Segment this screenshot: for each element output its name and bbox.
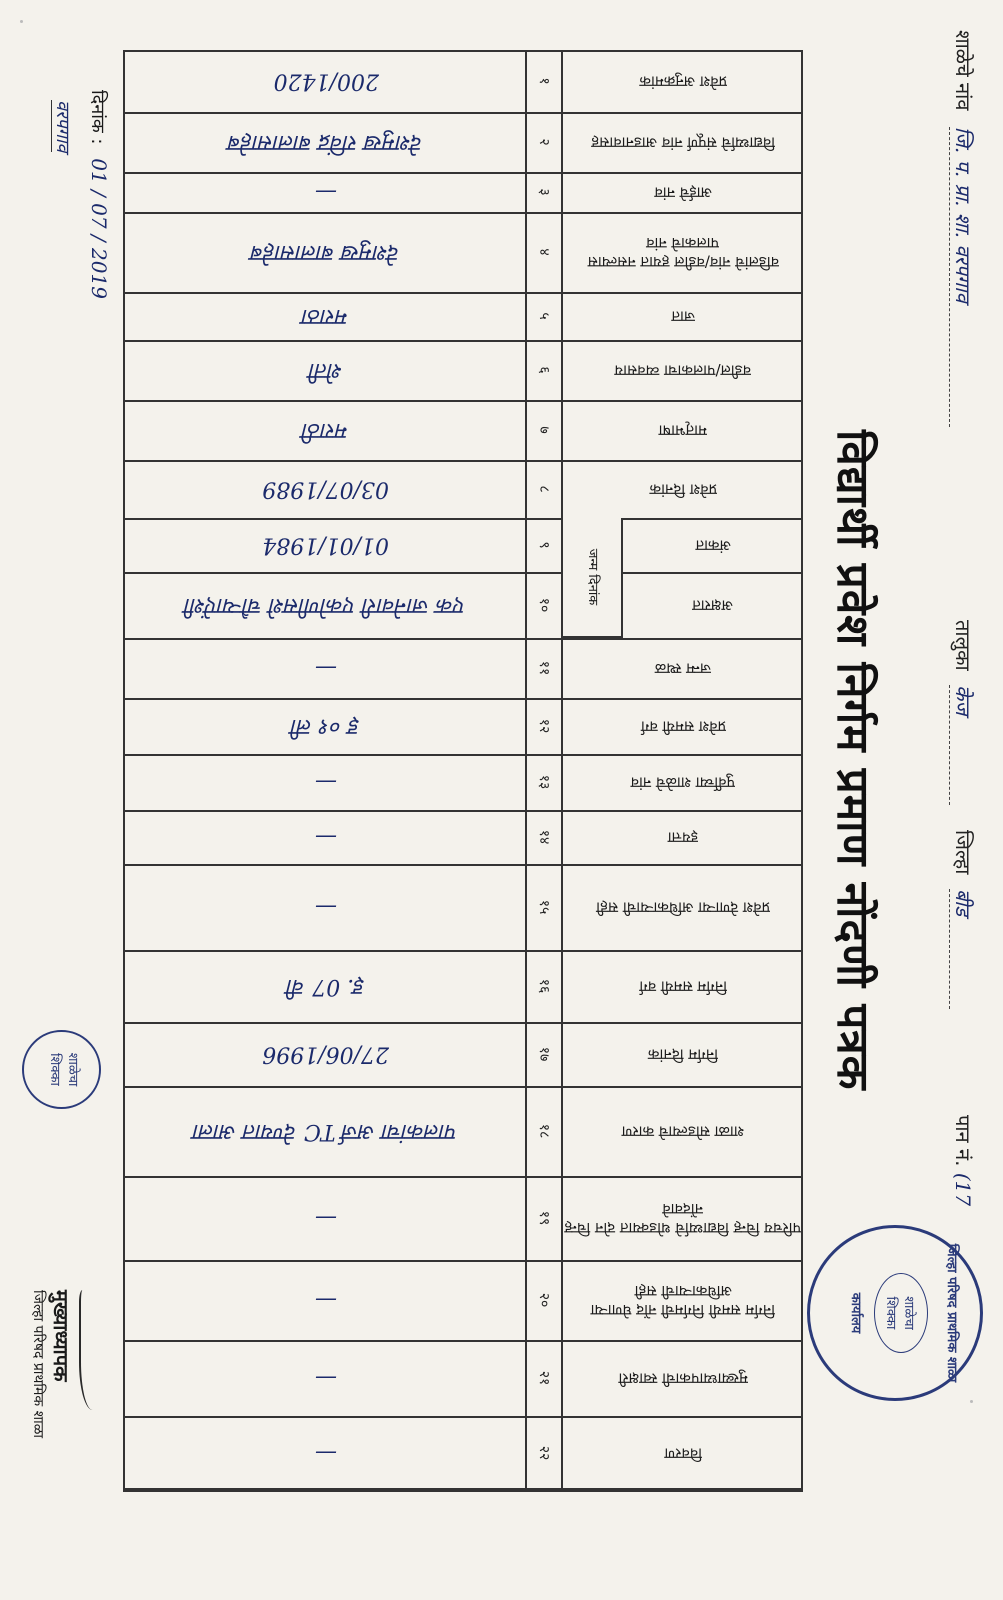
field-label: जन्म स्थळ <box>654 659 712 678</box>
round-stamp-inner-text: शाळेचा शिक्का <box>874 1273 928 1353</box>
field-label: पुर्वीच्या शाळेचे नांव <box>630 773 736 792</box>
field-value: — <box>315 894 337 920</box>
field-label: वडिलांचे नांव/वडील हयात नसल्यास पालकाचे नांव <box>587 234 779 271</box>
field-value: देशमुख रविंद्र बालासाहेब <box>228 130 424 155</box>
field-label: आईचे नांव <box>654 183 712 202</box>
school-name-value: जि. प. प्रा. शा. वरपगाव <box>951 126 975 303</box>
taluka-value: केज <box>951 685 975 716</box>
field-value: शेती <box>309 358 343 383</box>
round-stamp-box-text: कार्यालय <box>848 1292 863 1334</box>
field-number: ११ <box>525 638 563 698</box>
page-number-label: पान नं. <box>951 1115 975 1167</box>
field-number: १५ <box>525 864 563 950</box>
headmaster-school-name: जिल्हा परिषद प्राथमिक शाळा <box>30 1290 46 1438</box>
date-line <box>86 90 111 299</box>
school-seal <box>22 1030 101 1109</box>
place-line <box>51 100 75 152</box>
field-label: विद्यार्थ्याचे संपूर्ण नांव आडनावासह <box>591 133 775 152</box>
field-label: मातृभाषा <box>658 421 708 440</box>
field-number: २१ <box>525 1340 563 1416</box>
field-number: २० <box>525 1260 563 1340</box>
taluka-line <box>949 620 977 805</box>
field-label: अंकात <box>695 536 731 555</box>
field-value: — <box>315 769 337 795</box>
field-value: 03/07/1989 <box>262 476 390 502</box>
field-label: प्रवेश समयी वर्ग <box>640 717 726 736</box>
field-number: ५ <box>525 292 563 340</box>
field-value: मराठी <box>302 418 350 443</box>
field-value: इ. 07 वी <box>287 974 365 999</box>
field-value: इ ०१ ली <box>291 714 361 739</box>
field-label: इयत्ता <box>667 828 699 847</box>
field-number: ७ <box>525 400 563 460</box>
headmaster-title: मुख्याध्यापक <box>49 1290 73 1382</box>
field-number: ६ <box>525 340 563 400</box>
field-number: २ <box>525 112 563 172</box>
field-number: ९ <box>525 518 563 572</box>
field-value: — <box>315 824 337 850</box>
field-value: — <box>315 1440 337 1466</box>
place-value: वरपगाव <box>52 100 73 153</box>
field-label: अक्षरात <box>692 596 734 615</box>
field-label: परिचय चिन्ह विद्यार्थ्याचे थोडक्यात दोन चिन्ह नोंदवावे <box>564 1200 802 1237</box>
field-label: मुख्याध्यापकाची स्वाक्षरी <box>618 1369 748 1388</box>
field-number: १ <box>525 50 563 112</box>
date-value: 01 / 07 / 2019 <box>87 158 111 299</box>
field-value: मराठा <box>302 304 350 329</box>
grid-frame <box>123 50 803 1490</box>
form-title: विद्यार्थी प्रवेश निर्गम प्रमाण नोंदणी पत्रक <box>827 430 878 1091</box>
school-name-label: शाळेचे नांव <box>951 30 975 111</box>
field-number: २२ <box>525 1416 563 1490</box>
headmaster-signature-block <box>29 1290 113 1438</box>
field-label: प्रवेश देणाऱ्या अधिकाऱ्याची सही <box>596 898 770 917</box>
date-label: दिनांक : <box>87 90 108 145</box>
field-number: १२ <box>525 698 563 754</box>
birth-date-group-label: जन्म दिनांक <box>563 518 623 638</box>
field-value: — <box>315 1365 337 1391</box>
field-label: विवरण <box>664 1444 702 1463</box>
field-value: — <box>315 655 337 681</box>
field-label: निर्गम दिनांक <box>648 1045 718 1064</box>
field-label: वडील/पालकाचा व्यवसाय <box>614 361 752 380</box>
field-number: १८ <box>525 1086 563 1176</box>
field-value: 200/1420 <box>273 68 379 94</box>
field-value: पालकांचा अर्ज TC देण्यात आला <box>193 1119 459 1144</box>
field-label: निर्गम समयी निर्गमची नोंद घेणाऱ्या अधिकाऱ्याची सही <box>590 1282 776 1319</box>
page-number-value: (17 <box>951 1172 975 1207</box>
field-value: देशमुख बालासाहेब <box>251 240 401 265</box>
field-number: १४ <box>525 810 563 864</box>
round-office-stamp <box>807 1225 983 1401</box>
field-number: ४ <box>525 212 563 292</box>
field-number: ८ <box>525 460 563 518</box>
field-label: प्रवेश अनुक्रमांक <box>639 72 727 91</box>
field-number: १७ <box>525 1022 563 1086</box>
field-label: शाळा सोडल्याचे कारण <box>621 1122 745 1141</box>
field-label: प्रवेश दिनांक <box>649 480 717 499</box>
field-number: ३ <box>525 172 563 212</box>
field-number: १३ <box>525 754 563 810</box>
field-value: 27/06/1996 <box>262 1041 390 1067</box>
page-number-line <box>950 1115 977 1206</box>
field-number: १० <box>525 572 563 638</box>
field-value: एक जानेवारी एकोणीसशे चौऱ्याऐंशी <box>185 593 467 618</box>
school-name-line <box>949 30 977 427</box>
field-value: — <box>315 179 337 205</box>
field-label: निर्गम समयी वर्ग <box>639 977 727 996</box>
form-footer <box>0 0 123 1600</box>
field-number: १९ <box>525 1176 563 1260</box>
district-line <box>949 830 977 1009</box>
taluka-label: तालुका <box>951 620 975 671</box>
school-seal-text: शाळेचा शिक्का <box>47 1052 80 1087</box>
round-stamp-outer-text: जिल्हा परिषद प्राथमिक शाळा <box>944 1243 959 1383</box>
register-grid <box>123 50 803 1590</box>
district-label: जिल्हा <box>951 830 975 875</box>
field-value: — <box>315 1205 337 1231</box>
field-number: १६ <box>525 950 563 1022</box>
field-value: 01/01/1984 <box>262 532 390 558</box>
district-value: बीड <box>951 888 975 917</box>
field-value: — <box>315 1287 337 1313</box>
field-label: जात <box>671 307 695 326</box>
headmaster-signature-scribble <box>79 1290 113 1410</box>
